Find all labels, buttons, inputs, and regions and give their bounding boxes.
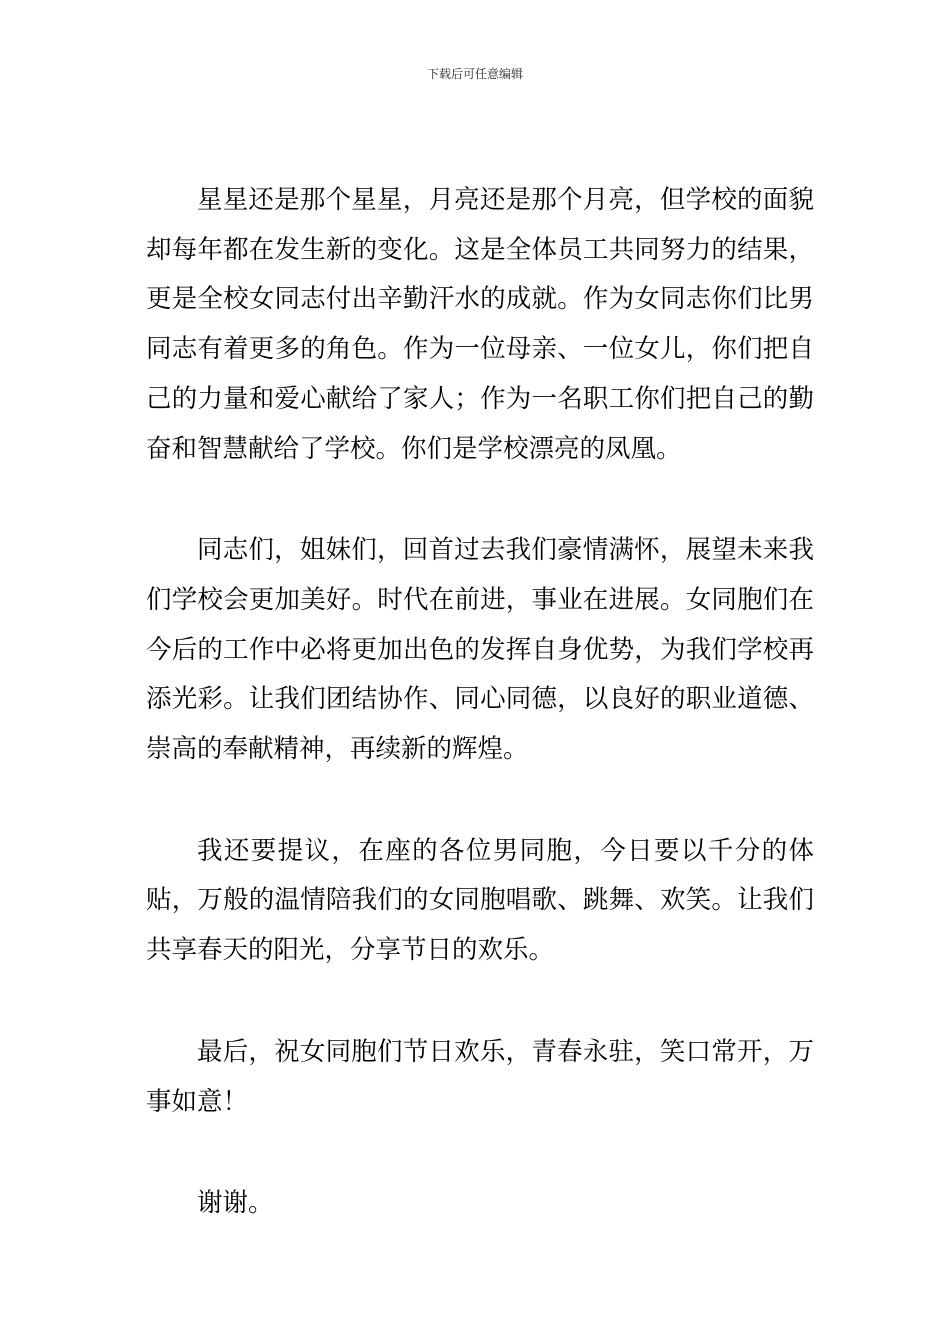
paragraph-3: 我还要提议，在座的各位男同胞，今日要以千分的体贴，万般的温情陪我们的女同胞唱歌、跳舞、欢笑。让我们共享春天的阳光，分享节日的欢乐。 (146, 835, 814, 966)
page-header: 下载后可任意编辑 (426, 67, 523, 81)
paragraph-1: 星星还是那个星星，月亮还是那个月亮，但学校的面貌却每年都在发生新的变化。这是全体员工共同努力的结果，更是全校女同志付出辛勤汗水的成就。作为女同志你们比男同志有着更多的角色。作为一位母亲、一位女儿，你们把自己的力量和爱心献给了家人；作为一名职工你们把自己的勤奋和智慧献给了学校。你们是学校漂亮的凤凰。 (146, 185, 814, 464)
paragraph-5: 谢谢。 (197, 1188, 274, 1219)
paragraph-4: 最后，祝女同胞们节日欢乐，青春永驻，笑口常开，万事如意！ (146, 1036, 814, 1117)
paragraph-2: 同志们，姐妹们，回首过去我们豪情满怀，展望未来我们学校会更加美好。时代在前进，事业在进展。女同胞们在今后的工作中必将更加出色的发挥自身优势，为我们学校再添光彩。让我们团结协作、同心同德，以良好的职业道德、崇高的奉献精神，再续新的辉煌。 (146, 535, 814, 765)
document-body (146, 176, 814, 1229)
